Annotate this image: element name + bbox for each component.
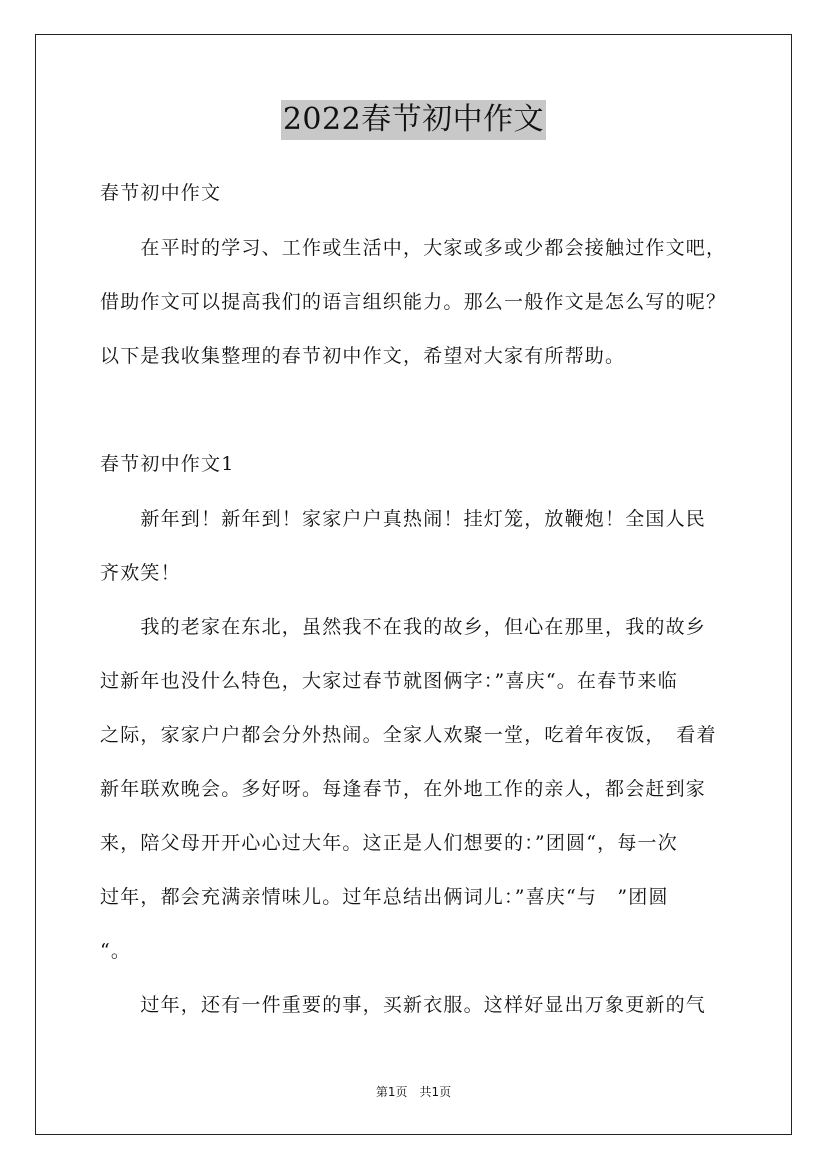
paragraph-line: 借助作文可以提高我们的语言组织能力。那么一般作文是怎么写的呢？ — [100, 291, 727, 313]
paragraph-line: 新年到！新年到！家家户户真热闹！挂灯笼，放鞭炮！全国人民 — [100, 508, 707, 530]
paragraph-line: 新年联欢晚会。多好呀。每逢春节，在外地工作的亲人，都会赶到家 — [100, 778, 707, 800]
paragraph-line: 过年，还有一件重要的事，买新衣服。这样好显出万象更新的气 — [100, 994, 707, 1016]
paragraph-line: 以下是我收集整理的春节初中作文，希望对大家有所帮助。 — [100, 345, 626, 367]
section-heading-essay-1: 春节初中作文1 — [100, 453, 235, 475]
paragraph-line: 在平时的学习、工作或生活中，大家或多或少都会接触过作文吧， — [100, 237, 727, 259]
paragraph-line: 我的老家在东北，虽然我不在我的故乡，但心在那里，我的故乡 — [100, 616, 707, 638]
section-heading-intro: 春节初中作文 — [100, 182, 222, 204]
paragraph-line: 过年，都会充满亲情味儿。过年总结出俩词儿：”喜庆“与 ”团圆 — [100, 886, 669, 908]
paragraph-line: 来，陪父母开开心心过大年。这正是人们想要的：”团圆“，每一次 — [100, 832, 678, 854]
paragraph-line: 过新年也没什么特色，大家过春节就图俩字：”喜庆“。在春节来临 — [100, 670, 678, 692]
paragraph-line: “。 — [100, 940, 132, 962]
paragraph-line: 齐欢笑！ — [100, 562, 181, 584]
paragraph-line: 之际，家家户户都会分外热闹。全家人欢聚一堂，吃着年夜饭， 看着 — [100, 724, 717, 746]
title-container — [0, 100, 827, 140]
document-title: 2022春节初中作文 — [281, 100, 546, 140]
page-footer: 第1页 共1页 — [375, 1085, 452, 1099]
